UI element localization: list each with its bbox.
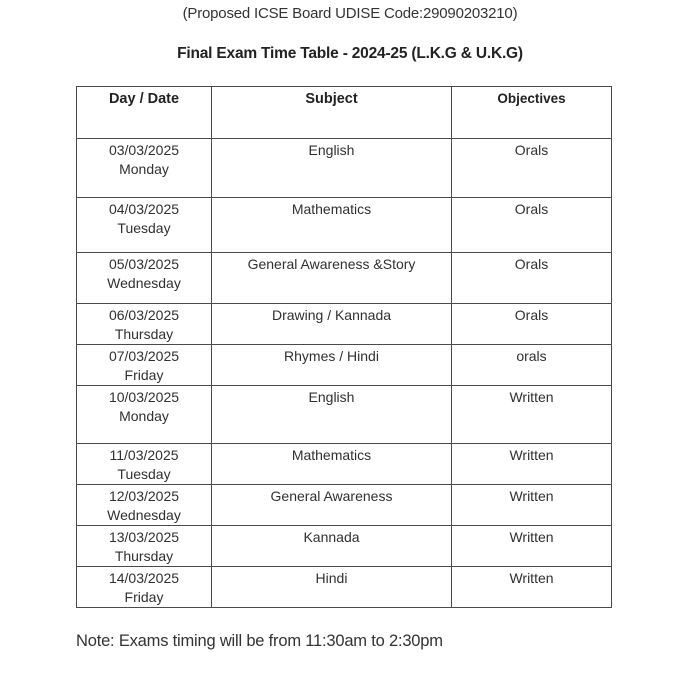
date-cell <box>77 198 212 253</box>
date-text: 05/03/2025 <box>108 256 180 272</box>
date-text: 11/03/2025 <box>109 447 179 463</box>
table-row <box>77 304 612 345</box>
objective-cell <box>452 386 612 444</box>
day-text: Tuesday <box>117 466 171 482</box>
objective-cell <box>452 567 612 608</box>
objective-text: Orals <box>514 201 549 217</box>
objective-cell <box>452 139 612 198</box>
table-row <box>77 139 612 198</box>
objective-cell <box>452 444 612 485</box>
column-header-day-date: Day / Date <box>77 87 212 139</box>
subject-text: Mathematics <box>291 201 372 217</box>
table-row <box>77 444 612 485</box>
objective-text: Written <box>509 447 554 463</box>
table-row <box>77 198 612 253</box>
objective-text: Written <box>509 529 554 545</box>
subject-text-line-2: Story <box>382 256 416 272</box>
date-cell <box>77 526 212 567</box>
date-cell <box>77 386 212 444</box>
objective-text: Orals <box>514 142 549 158</box>
date-text: 04/03/2025 <box>108 201 180 217</box>
exam-timing-note: Note: Exams timing will be from 11:30am to 2:30pm <box>76 632 443 650</box>
column-header-objectives: Objectives <box>452 87 612 139</box>
subject-cell <box>212 386 452 444</box>
page-title: Final Exam Time Table - 2024-25 (L.K.G & U.K.G) <box>177 45 523 62</box>
day-text: Friday <box>124 589 164 605</box>
table-row <box>77 253 612 304</box>
objective-cell <box>452 304 612 345</box>
date-text: 12/03/2025 <box>108 488 180 504</box>
subject-text: Drawing / Kannada <box>271 307 392 323</box>
day-text: Monday <box>119 161 169 177</box>
day-text: Wednesday <box>107 507 181 523</box>
date-cell <box>77 485 212 526</box>
subject-cell <box>212 304 452 345</box>
table-row <box>77 345 612 386</box>
subject-text: English <box>308 389 355 405</box>
date-text: 13/03/2025 <box>108 529 180 545</box>
date-text: 14/03/2025 <box>108 570 180 586</box>
date-cell <box>77 304 212 345</box>
table-row <box>77 386 612 444</box>
day-text: Wednesday <box>107 275 181 291</box>
date-cell <box>77 253 212 304</box>
subject-cell <box>212 198 452 253</box>
subject-cell <box>212 526 452 567</box>
subject-cell <box>212 444 452 485</box>
objective-text: Written <box>509 570 554 586</box>
date-cell <box>77 139 212 198</box>
objective-text: orals <box>516 348 547 364</box>
day-text: Thursday <box>114 326 174 342</box>
table-header-row <box>77 87 612 139</box>
date-text: 10/03/2025 <box>108 389 180 405</box>
udise-code-line: (Proposed ICSE Board UDISE Code:29090203210) <box>182 5 518 22</box>
objective-cell <box>452 253 612 304</box>
day-text: Thursday <box>114 548 174 564</box>
subject-text: English <box>308 142 355 158</box>
subject-cell <box>212 567 452 608</box>
date-cell <box>77 567 212 608</box>
subject-cell <box>212 253 452 304</box>
date-text: 07/03/2025 <box>108 348 180 364</box>
column-header-subject: Subject <box>212 87 452 139</box>
table-row <box>77 526 612 567</box>
objective-text: Orals <box>514 307 549 323</box>
objective-text: Written <box>509 488 554 504</box>
table-row <box>77 567 612 608</box>
table-row <box>77 485 612 526</box>
subject-text: Rhymes / Hindi <box>284 348 379 364</box>
date-text: 06/03/2025 <box>108 307 180 323</box>
subject-text: Kannada <box>303 529 360 545</box>
objective-cell <box>452 485 612 526</box>
objective-cell <box>452 198 612 253</box>
date-cell <box>77 444 212 485</box>
subject-text: Mathematics <box>291 447 372 463</box>
objective-cell <box>452 526 612 567</box>
objective-text: Orals <box>514 256 549 272</box>
day-text: Friday <box>124 367 164 383</box>
date-cell <box>77 345 212 386</box>
subject-cell <box>212 485 452 526</box>
timetable <box>76 86 612 608</box>
subject-text: General Awareness & <box>247 256 383 272</box>
objective-text: Written <box>509 389 554 405</box>
day-text: Monday <box>119 408 169 424</box>
subject-text: Hindi <box>315 570 348 586</box>
subject-cell <box>212 345 452 386</box>
subject-cell <box>212 139 452 198</box>
subject-text: General Awareness <box>270 488 393 504</box>
date-text: 03/03/2025 <box>108 142 180 158</box>
day-text: Tuesday <box>117 220 171 236</box>
objective-cell <box>452 345 612 386</box>
